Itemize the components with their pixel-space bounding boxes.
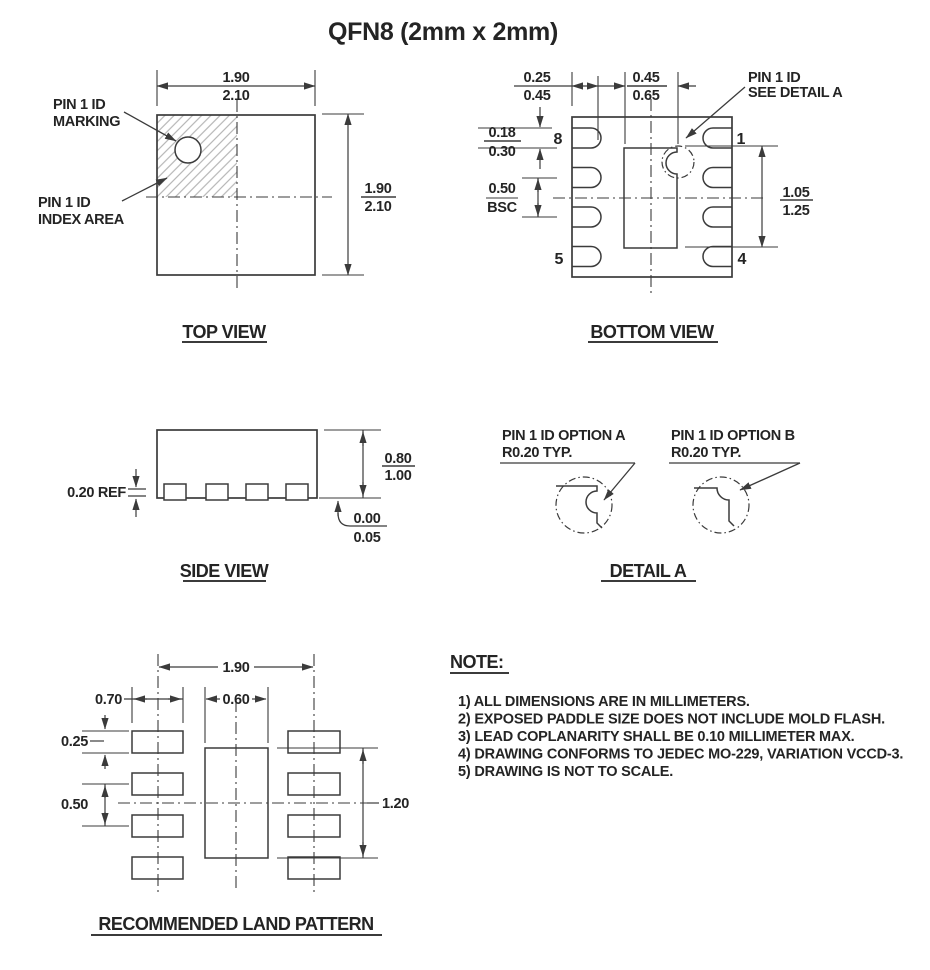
extension-lines [572,72,598,140]
note-item-4: 4) DRAWING CONFORMS TO JEDEC MO-229, VARIATION VCCD-3. [458,746,904,763]
land-pattern [61,654,409,935]
leader-line [604,463,635,500]
option-b-corner-radius [694,488,734,526]
dim-lead-length-min: 0.25 [523,70,551,86]
dim-lead-width-min: 0.18 [488,125,516,141]
dim-body-width [157,70,315,106]
dim-center-width [205,687,268,743]
notes-heading: NOTE: [450,652,504,672]
dim-lead-width [478,107,557,169]
extension-lines [522,178,557,217]
caption-top-view: TOP VIEW [182,322,266,342]
notes-section [450,652,903,780]
caption-land-pattern: RECOMMENDED LAND PATTERN [98,914,374,934]
pin1-id-detail-circle [662,146,694,178]
pin1-marking-line1: PIN 1 ID [53,97,106,113]
bottom-view [478,70,843,342]
dim-pitch-value: 0.50 [60,797,88,813]
top-view [38,70,396,342]
pin1-index-line1: PIN 1 ID [38,195,91,211]
side-lead [206,484,228,500]
dim-body-height-min: 0.80 [384,451,412,467]
dim-lead-thickness-value: 0.20 REF [67,485,126,501]
left-leads [572,128,601,267]
dim-pad-length-min: 1.05 [782,185,810,201]
dim-pad-width-lp [95,687,183,723]
pin1-marking-circle [175,137,201,163]
side-view [67,430,415,581]
dim-body-height-max: 1.00 [384,468,412,484]
option-a [500,428,635,533]
dim-pitch-value: 0.50 [488,181,516,197]
dim-body-height-side [319,430,415,498]
extension-lines [319,430,381,498]
pin-number-1: 1 [736,131,746,148]
dim-pad-height [61,715,129,769]
caption-detail-a: DETAIL A [609,561,687,581]
note-item-1: 1) ALL DIMENSIONS ARE IN MILLIMETERS. [458,694,750,710]
gap-ticks [128,489,146,496]
detail-a [500,428,800,581]
pin-number-4: 4 [737,251,747,268]
option-b-line1: PIN 1 ID OPTION B [671,428,795,444]
dim-height-min: 1.90 [364,181,392,197]
option-a-line2: R0.20 TYP. [502,445,573,461]
dim-pad-width-value: 0.70 [94,692,122,708]
caption-bottom-view: BOTTOM VIEW [590,322,714,342]
option-b-line2: R0.20 TYP. [671,445,742,461]
dim-lead-thickness [67,469,146,517]
drawing-title: QFN8 (2mm x 2mm) [328,18,558,46]
extension-lines [82,731,129,753]
dim-lead-length-max: 0.45 [523,88,551,104]
dim-span-value: 1.90 [222,660,250,676]
note-item-3: 3) LEAD COPLANARITY SHALL BE 0.10 MILLIMETER MAX. [458,729,855,745]
dim-height-max: 2.10 [364,199,392,215]
option-b [669,428,800,533]
side-lead [164,484,186,500]
dim-standoff-max: 0.05 [353,530,381,546]
dim-pad-length-max: 1.25 [782,203,810,219]
dim-width-max: 2.10 [222,88,250,104]
pin1-marking-line2: MARKING [53,114,121,130]
dim-body-height [322,114,396,275]
dim-pad-length [685,146,813,247]
dim-width-min: 1.90 [222,70,250,86]
label-pin1-index [38,178,167,228]
package-body-bottom [572,117,732,277]
dim-span [159,660,313,676]
dim-pad-width [598,70,696,144]
dim-pad-width-min: 0.45 [632,70,660,86]
option-b-circle [693,477,749,533]
caption-side-view: SIDE VIEW [179,561,269,581]
dim-pad-height-value: 0.25 [60,734,88,750]
right-leads [703,128,732,267]
pin1-label-line2: SEE DETAIL A [748,85,843,101]
leader-line [740,463,800,490]
note-item-2: 2) EXPOSED PADDLE SIZE DOES NOT INCLUDE MOLD FLASH. [458,711,885,728]
dim-standoff-min: 0.00 [353,511,381,527]
dim-pad-width-max: 0.65 [632,88,660,104]
side-lead [286,484,308,500]
extension-lines [322,114,364,275]
dim-standoff [338,501,387,546]
dim-pitch-lp [61,784,129,826]
option-a-line1: PIN 1 ID OPTION A [502,428,626,444]
pin-number-8: 8 [553,131,563,148]
pin-number-5: 5 [554,251,564,268]
dim-lead-length [514,70,598,140]
dim-pitch-ref: BSC [487,200,517,216]
dim-center-width-value: 0.60 [222,692,250,708]
note-item-5: 5) DRAWING IS NOT TO SCALE. [458,764,674,780]
option-a-corner-notch [556,486,602,528]
dim-lead-width-max: 0.30 [488,144,516,160]
pin1-label-line1: PIN 1 ID [748,70,801,86]
pin1-index-line2: INDEX AREA [38,212,124,228]
side-lead [246,484,268,500]
dim-center-height-value: 1.20 [382,796,410,812]
